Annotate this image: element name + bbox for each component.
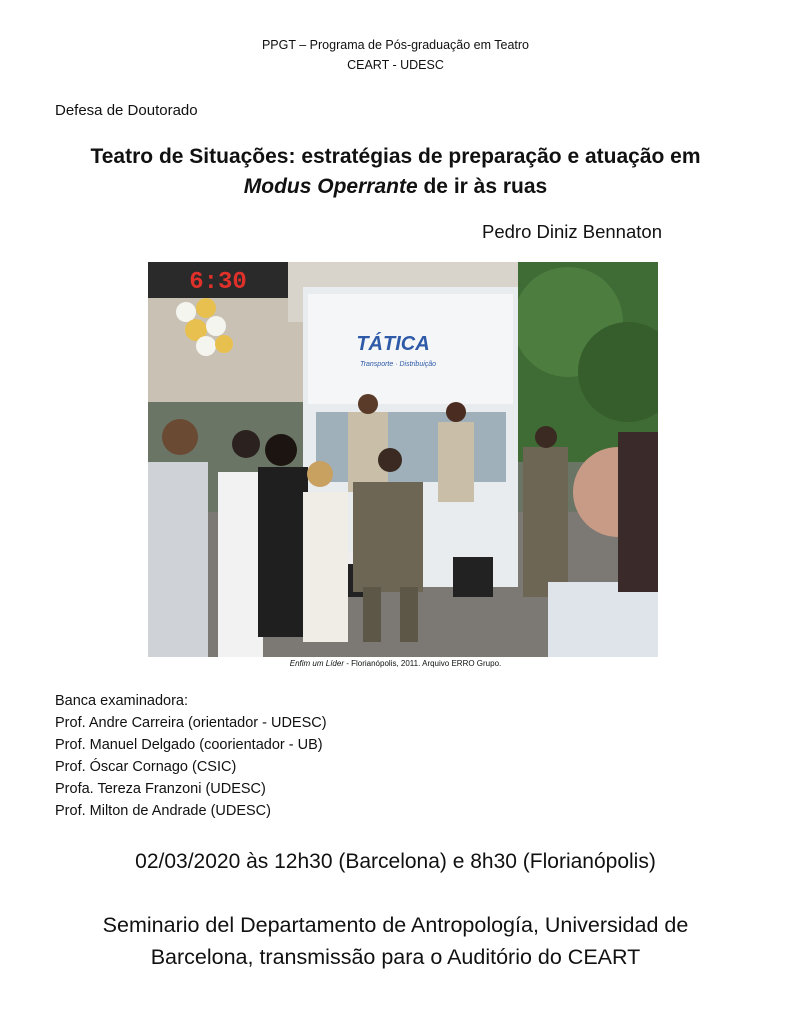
- committee-member: Profa. Tereza Franzoni (UDESC): [55, 781, 266, 797]
- committee-heading: Banca examinadora:: [55, 693, 188, 709]
- street-theatre-photo: [148, 262, 658, 657]
- truck-logo: TÁTICA: [356, 333, 430, 355]
- caption-details: - Florianópolis, 2011. Arquivo ERRO Grupo.: [343, 659, 502, 668]
- venue-line2: Barcelona, transmissão para o Auditório do CEART: [150, 945, 641, 969]
- caption-work-title: Enfim um Líder: [289, 659, 344, 668]
- document-type: Defesa de Doutorado: [55, 102, 198, 119]
- committee-member: Prof. Manuel Delgado (coorientador - UB): [55, 737, 323, 753]
- clock-display: 6:30: [189, 269, 247, 296]
- truck-logo-sub: Transporte · Distribuição: [359, 361, 437, 368]
- defense-date-time: 02/03/2020 às 12h30 (Barcelona) e 8h30 (Florianópolis): [135, 850, 656, 873]
- committee-member: Prof. Andre Carreira (orientador - UDESC): [55, 715, 327, 731]
- thesis-title-rest: de ir às ruas: [417, 175, 548, 198]
- venue-line1: Seminario del Departamento de Antropología, Universidad de: [102, 913, 689, 937]
- photo-caption: [0, 659, 791, 668]
- thesis-title-line2: [0, 175, 791, 199]
- header-program-name: PPGT – Programa de Pós-graduação em Teatro: [261, 38, 530, 52]
- header-institution: CEART - UDESC: [347, 58, 444, 72]
- thesis-title-line1: Teatro de Situações: estratégias de preparação e atuação em: [90, 145, 701, 168]
- committee-member: Prof. Óscar Cornago (CSIC): [55, 759, 237, 775]
- thesis-title-italic: Modus Operrante: [243, 175, 418, 198]
- author-name: Pedro Diniz Bennaton: [482, 221, 662, 242]
- examination-committee: [55, 690, 327, 822]
- committee-member: Prof. Milton de Andrade (UDESC): [55, 803, 271, 819]
